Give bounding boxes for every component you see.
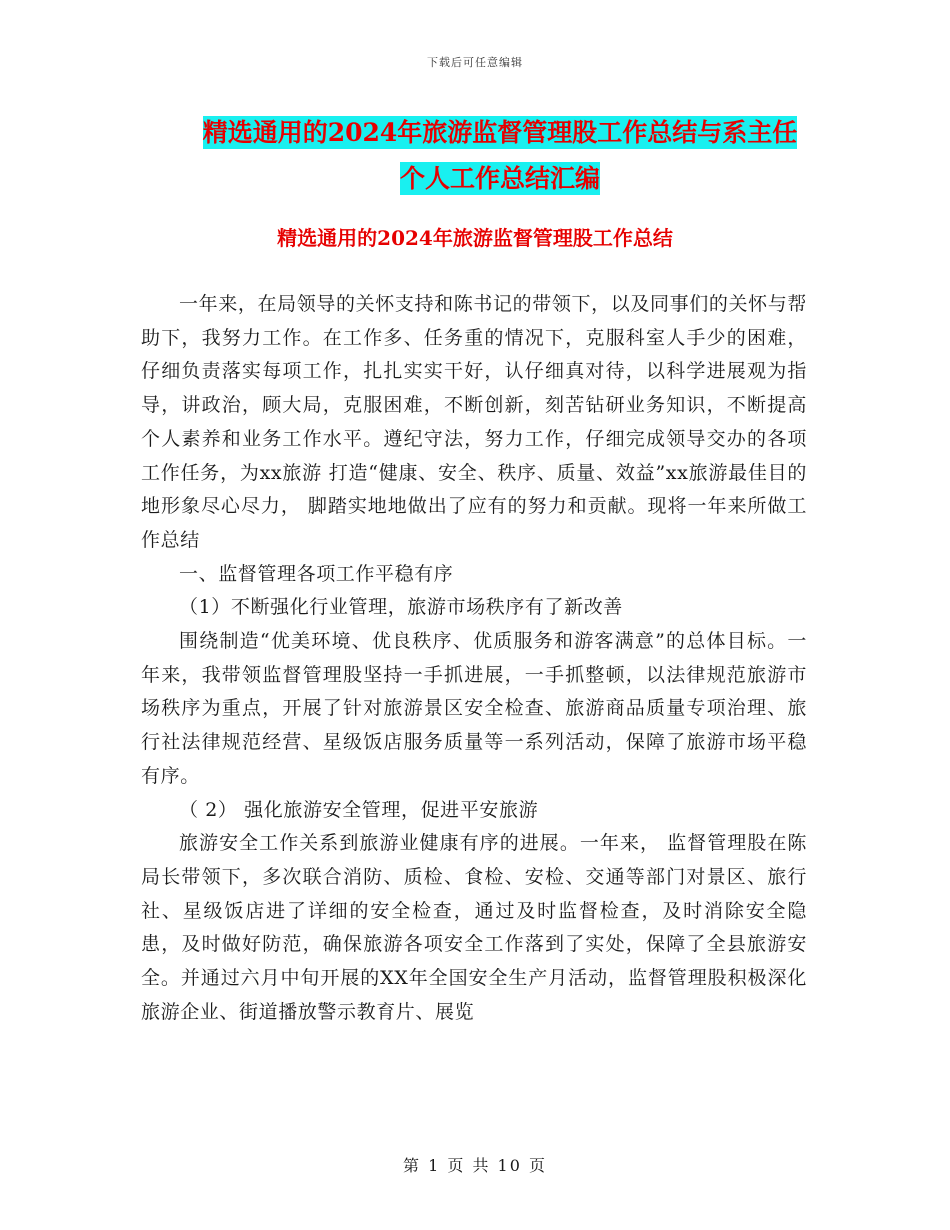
page-footer: 第 1 页 共 10 页 xyxy=(403,1156,547,1175)
heading-level-1: 一、监督管理各项工作平稳有序 xyxy=(179,562,454,585)
header-note: 下载后可任意编辑 xyxy=(427,56,523,69)
paragraph-safety: 旅游安全工作关系到旅游业健康有序的进展。一年来， 监督管理股在陈局长带领下，多次联合消防、质检、食检、安检、交通等部门对景区、旅行社、星级饭店进了详细的安全检查，通过及时监督检查，及时消除安全隐患，及时做好防范，确保旅游各项安全工作落到了实处，保障了全县旅游安全。并通过六月中旬开展的XX年全国安全生产月活动，监督管理股积极深化旅游企业、街道播放警示教育片、展览 xyxy=(141,832,807,1023)
title-line-2: 个人工作总结汇编 xyxy=(399,164,600,193)
title-line-1: 精选通用的2024年旅游监督管理股工作总结与系主任 xyxy=(202,118,798,147)
section-title: 精选通用的2024年旅游监督管理股工作总结 xyxy=(277,226,673,250)
document-title xyxy=(140,110,860,202)
paragraph-market-order: 围绕制造“优美环境、优良秩序、优质服务和游客满意”的总体目标。一年来，我带领监督管理股坚持一手抓进展，一手抓整顿，以法律规范旅游市场秩序为重点，开展了针对旅游景区安全检查、旅游商品质量专项治理、旅行社法律规范经营、星级饭店服务质量等一系列活动，保障了旅游市场平稳有序。 xyxy=(141,630,807,787)
document-body xyxy=(141,288,807,1029)
paragraph-intro: 一年来，在局领导的关怀支持和陈书记的带领下，以及同事们的关怀与帮助下，我努力工作。在工作多、任务重的情况下，克服科室人手少的困难，仔细负责落实每项工作，扎扎实实干好，认仔细真对待，以科学进展观为指导，讲政治，顾大局，克服困难，不断创新，刻苦钻研业务知识，不断提高个人素养和业务工作水平。遵纪守法，努力工作，仔细完成领导交办的各项工作任务，为xx旅游 打造“健康、安全、秩序、质量、效益”xx旅游最佳目的地形象尽心尽力， 脚踏实地地做出了应有的努力和贡献。现将一年来所做工作总结 xyxy=(141,293,807,551)
heading-level-2-second: （ 2） 强化旅游安全管理，促进平安旅游 xyxy=(179,798,539,821)
heading-level-2-first: （1）不断强化行业管理，旅游市场秩序有了新改善 xyxy=(179,596,623,619)
